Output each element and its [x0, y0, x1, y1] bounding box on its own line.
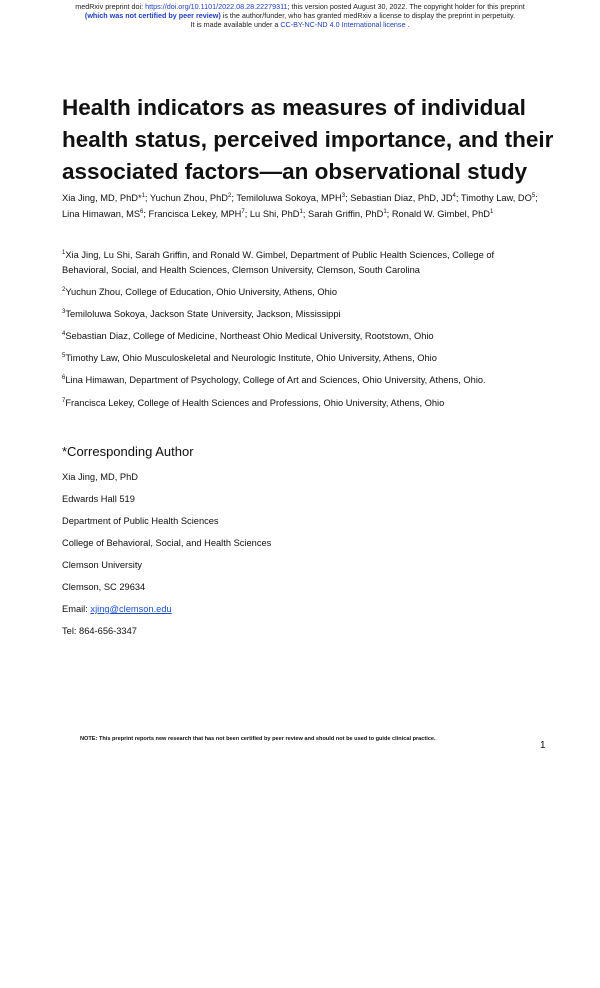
author: [461, 193, 538, 203]
author-affiliation-number: 5: [531, 192, 536, 199]
preprint-banner: [0, 2, 600, 29]
corresponding-department: Department of Public Health Sciences: [62, 516, 219, 526]
author-separator: ;: [535, 193, 538, 203]
author-affiliation-number: 7: [241, 208, 245, 215]
corresponding-city: Clemson, SC 29634: [62, 582, 146, 592]
corresponding-author-heading: *Corresponding Author: [62, 444, 194, 459]
author-name: Ronald W. Gimbel, PhD: [391, 208, 490, 219]
author-separator: ;: [144, 193, 150, 203]
email-link[interactable]: xjing@clemson.edu: [90, 604, 172, 614]
author-separator: ;: [455, 193, 461, 203]
doi-link[interactable]: https://doi.org/10.1101/2022.08.28.22279311: [145, 2, 288, 11]
corresponding-name: Xia Jing, MD, PhD: [62, 472, 138, 482]
corresponding-email-line: [62, 604, 172, 614]
affiliation-text: Yuchun Zhou, College of Education, Ohio University, Athens, Ohio: [65, 287, 338, 297]
author: [149, 209, 250, 219]
author-separator: ;: [143, 208, 149, 219]
author-name: Lu Shi, PhD: [249, 208, 300, 219]
author-affiliation-number: 1: [299, 208, 303, 215]
preprint-note: NOTE: This preprint reports new research that has not been certified by peer review and should not be used to guide clinical practice.: [80, 736, 436, 742]
affiliation-number: 3: [62, 308, 66, 315]
affiliation-text: Francisca Lekey, College of Health Sciences and Professions, Ohio University, Athens, Ohio: [65, 398, 445, 408]
affiliation-text: Sebastian Diaz, College of Medicine, Northeast Ohio Medical University, Rootstown, Ohio: [65, 331, 434, 341]
author-separator: ;: [244, 208, 250, 219]
author-affiliation-number: 1: [383, 208, 387, 215]
affiliation: [62, 373, 542, 388]
banner-posted-text: ; this version posted August 30, 2022. The copyright holder for this preprint: [287, 2, 525, 11]
banner-doi-prefix: medRxiv preprint doi:: [75, 2, 146, 11]
corresponding-university: Clemson University: [62, 560, 143, 570]
affiliation-text: Lina Himawan, Department of Psychology, College of Art and Sciences, Ohio University, Athens, Ohio.: [65, 375, 486, 385]
affiliation-number: 4: [62, 330, 66, 337]
author-separator: ;: [302, 208, 309, 219]
affiliation-text: Timothy Law, Ohio Musculoskeletal and Neurologic Institute, Ohio University, Athens, Ohio: [65, 353, 437, 363]
author-name: Temiloluwa Sokoya, MPH: [236, 193, 342, 203]
corresponding-tel: Tel: 864-656-3347: [62, 626, 137, 636]
author-list: [62, 191, 542, 222]
banner-license-text: is the author/funder, who has granted medRxiv a license to display the preprint in perpetuity.: [220, 11, 516, 20]
author-name: Francisca Lekey, MPH: [148, 208, 242, 219]
affiliation: [62, 248, 542, 278]
author-name: Xia Jing, MD, PhD*: [62, 193, 142, 203]
author: [62, 209, 149, 219]
affiliation-number: 7: [62, 397, 66, 404]
author: [308, 209, 392, 219]
author-affiliation-number: 1: [141, 192, 145, 199]
banner-period: .: [405, 20, 410, 29]
affiliation: [62, 285, 542, 300]
author-affiliation-number: 3: [341, 192, 346, 199]
affiliation-number: 6: [62, 374, 66, 381]
author-name: Sarah Griffin, PhD: [308, 208, 384, 219]
page-number: 1: [540, 740, 546, 751]
affiliation: [62, 307, 542, 322]
corresponding-college: College of Behavioral, Social, and Health Sciences: [62, 538, 272, 548]
affiliation: [62, 396, 542, 411]
peer-review-notice: (which was not certified by peer review): [84, 11, 221, 20]
corresponding-building: Edwards Hall 519: [62, 494, 135, 504]
author: [350, 193, 461, 203]
banner-line-2: [0, 11, 600, 20]
author-name: Yuchun Zhou, PhD: [149, 193, 228, 203]
email-label: Email:: [62, 604, 91, 614]
author-affiliation-number: 1: [490, 208, 494, 215]
license-link[interactable]: CC-BY-NC-ND 4.0 International license: [280, 20, 406, 29]
author-name: Lina Himawan, MS: [62, 208, 141, 219]
banner-available-text: It is made available under a: [190, 20, 281, 29]
banner-line-3: [0, 20, 600, 29]
author-affiliation-number: 2: [227, 192, 232, 199]
affiliation-text: Xia Jing, Lu Shi, Sarah Griffin, and Ronald W. Gimbel, Department of Public Health Sciences, College of Behavioral, Social, and Health Sciences, Clemson University, Clemson, South Carolina: [62, 250, 495, 275]
banner-line-1: [0, 2, 600, 11]
author-name: Sebastian Diaz, PhD, JD: [350, 193, 453, 203]
author-affiliation-number: 6: [140, 208, 144, 215]
affiliation: [62, 329, 542, 344]
author: [392, 209, 494, 219]
author-affiliation-number: 4: [452, 192, 456, 199]
author-separator: ;: [345, 193, 351, 203]
affiliation-number: 1: [62, 249, 66, 256]
author-separator: ;: [231, 193, 237, 203]
author: [62, 193, 150, 203]
author: [236, 193, 350, 203]
affiliation: [62, 351, 542, 366]
author: [150, 193, 236, 203]
author-name: Timothy Law, DO: [460, 193, 532, 203]
affiliation-number: 5: [62, 352, 66, 359]
author-separator: ;: [386, 208, 392, 219]
affiliation-number: 2: [62, 286, 66, 293]
paper-title: Health indicators as measures of individual health status, perceived importance, and their associated factors—an observational study: [62, 95, 554, 184]
affiliation-text: Temiloluwa Sokoya, Jackson State University, Jackson, Mississippi: [65, 309, 341, 319]
author: [250, 209, 308, 219]
